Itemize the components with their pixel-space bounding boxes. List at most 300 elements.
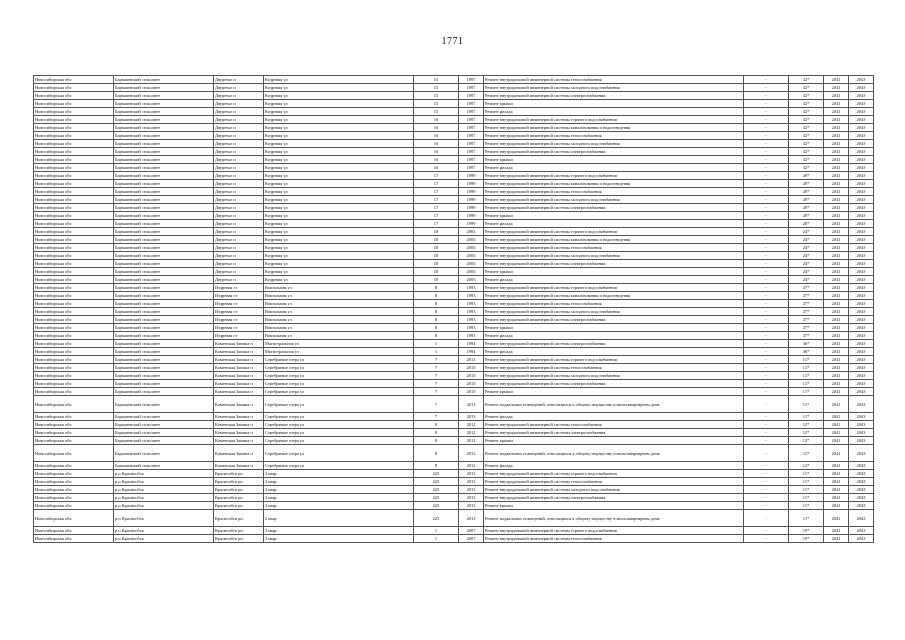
cell-work: Ремонт внутридомовой инженерной системы теплоснабжения <box>484 364 744 372</box>
cell-plan: 11* <box>789 478 824 486</box>
cell-note: - <box>744 421 789 429</box>
cell-settlement: Издревая ст <box>214 284 264 292</box>
cell-note: - <box>744 396 789 413</box>
cell-plan: 28* <box>789 188 824 196</box>
cell-note: - <box>744 486 789 494</box>
capital-repair-table <box>33 75 874 543</box>
cell-settlement: Краснообск рп <box>214 510 264 527</box>
cell-plan: 11* <box>789 486 824 494</box>
cell-street: Кедровая ул <box>264 148 414 156</box>
cell-year: 2003 <box>459 268 484 276</box>
cell-plan: 28* <box>789 212 824 220</box>
table-row <box>34 527 874 535</box>
table-row <box>34 188 874 196</box>
cell-street: Кедровая ул <box>264 196 414 204</box>
cell-work: Ремонт внутридомовой инженерной системы холодного водоснабжения <box>484 486 744 494</box>
cell-house: 8 <box>414 421 459 429</box>
cell-house: 8 <box>414 429 459 437</box>
cell-street: 2 квар <box>264 470 414 478</box>
cell-plan: 37* <box>789 324 824 332</box>
cell-to: 2043 <box>849 164 874 172</box>
cell-year: 2013 <box>459 510 484 527</box>
cell-region: Новосибирская обл. <box>34 462 114 470</box>
cell-note: - <box>744 188 789 196</box>
cell-year: 2003 <box>459 244 484 252</box>
cell-year: 2013 <box>459 372 484 380</box>
cell-year: 1999 <box>459 172 484 180</box>
cell-work: Ремонт внутридомовой инженерной системы горячего водоснабжения <box>484 284 744 292</box>
cell-note: - <box>744 132 789 140</box>
cell-note: - <box>744 510 789 527</box>
table-row <box>34 462 874 470</box>
cell-settlement: Каменская Заимка п <box>214 437 264 445</box>
cell-to: 2043 <box>849 92 874 100</box>
cell-house: 7 <box>414 396 459 413</box>
cell-settlement: Краснообск рп <box>214 486 264 494</box>
cell-settlement: Двуречье п <box>214 212 264 220</box>
cell-from: 2041 <box>824 470 849 478</box>
cell-house: 8 <box>414 332 459 340</box>
cell-from: 2041 <box>824 180 849 188</box>
cell-plan: 37* <box>789 284 824 292</box>
cell-year: 1997 <box>459 84 484 92</box>
cell-settlement: Каменская Заимка п <box>214 364 264 372</box>
cell-settlement: Краснообск рп <box>214 502 264 510</box>
cell-to: 2043 <box>849 212 874 220</box>
cell-street: Кедровая ул <box>264 108 414 116</box>
table-row <box>34 156 874 164</box>
cell-to: 2043 <box>849 372 874 380</box>
cell-region: Новосибирская обл. <box>34 212 114 220</box>
cell-region: Новосибирская обл. <box>34 124 114 132</box>
cell-from: 2041 <box>824 236 849 244</box>
table-row <box>34 244 874 252</box>
cell-plan: 11* <box>789 502 824 510</box>
cell-plan: 28* <box>789 180 824 188</box>
cell-street: Вокзальная ул <box>264 332 414 340</box>
cell-note: - <box>744 292 789 300</box>
cell-year: 1993 <box>459 308 484 316</box>
cell-note: - <box>744 276 789 284</box>
cell-plan: 28* <box>789 204 824 212</box>
cell-settlement: Каменская Заимка п <box>214 388 264 396</box>
cell-street: Кедровая ул <box>264 204 414 212</box>
cell-year: 2013 <box>459 494 484 502</box>
cell-from: 2041 <box>824 164 849 172</box>
cell-district: Барышевский сельсовет <box>114 164 214 172</box>
cell-region: Новосибирская обл. <box>34 388 114 396</box>
cell-region: Новосибирская обл. <box>34 284 114 292</box>
cell-house: 8 <box>414 462 459 470</box>
cell-from: 2041 <box>824 84 849 92</box>
cell-from: 2041 <box>824 388 849 396</box>
cell-street: Кедровая ул <box>264 92 414 100</box>
cell-work: Ремонт фасада <box>484 108 744 116</box>
cell-district: Барышевский сельсовет <box>114 308 214 316</box>
cell-year: 1997 <box>459 164 484 172</box>
cell-from: 2041 <box>824 268 849 276</box>
cell-plan: 11* <box>789 413 824 421</box>
cell-note: - <box>744 260 789 268</box>
cell-year: 2003 <box>459 252 484 260</box>
table-row <box>34 316 874 324</box>
cell-note: - <box>744 140 789 148</box>
cell-house: 17 <box>414 220 459 228</box>
cell-settlement: Двуречье п <box>214 244 264 252</box>
cell-work: Ремонт внутридомовой инженерной системы холодного водоснабжения <box>484 372 744 380</box>
cell-district: Барышевский сельсовет <box>114 462 214 470</box>
cell-house: 18 <box>414 244 459 252</box>
cell-region: Новосибирская обл. <box>34 108 114 116</box>
cell-plan: 24* <box>789 228 824 236</box>
cell-work: Ремонт внутридомовой инженерной системы электроснабжения <box>484 380 744 388</box>
cell-region: Новосибирская обл. <box>34 429 114 437</box>
cell-work: Ремонт внутридомовой инженерной системы электроснабжения <box>484 340 744 348</box>
table-row <box>34 356 874 364</box>
page-number: 1771 <box>441 36 464 47</box>
cell-from: 2041 <box>824 292 849 300</box>
cell-street: 2 квар <box>264 478 414 486</box>
cell-district: Барышевский сельсовет <box>114 116 214 124</box>
cell-street: 2 квар <box>264 510 414 527</box>
cell-from: 2041 <box>824 332 849 340</box>
cell-street: Кедровая ул <box>264 252 414 260</box>
cell-region: Новосибирская обл. <box>34 445 114 462</box>
cell-street: 2 квар <box>264 494 414 502</box>
cell-street: Магистральная ул <box>264 340 414 348</box>
cell-year: 1997 <box>459 140 484 148</box>
cell-to: 2043 <box>849 470 874 478</box>
cell-to: 2043 <box>849 502 874 510</box>
cell-to: 2043 <box>849 260 874 268</box>
cell-house: 18 <box>414 252 459 260</box>
cell-note: - <box>744 494 789 502</box>
table-row <box>34 212 874 220</box>
cell-note: - <box>744 124 789 132</box>
cell-district: Барышевский сельсовет <box>114 196 214 204</box>
cell-plan: 32* <box>789 140 824 148</box>
cell-to: 2043 <box>849 124 874 132</box>
cell-street: Кедровая ул <box>264 172 414 180</box>
cell-to: 2043 <box>849 204 874 212</box>
cell-plan: 37* <box>789 332 824 340</box>
cell-settlement: Двуречье п <box>214 188 264 196</box>
cell-street: Кедровая ул <box>264 228 414 236</box>
cell-year: 2013 <box>459 413 484 421</box>
cell-plan: 19* <box>789 535 824 543</box>
cell-settlement: Каменская Заимка п <box>214 445 264 462</box>
cell-to: 2043 <box>849 108 874 116</box>
cell-district: Барышевский сельсовет <box>114 180 214 188</box>
cell-plan: 11* <box>789 494 824 502</box>
cell-house: 8 <box>414 324 459 332</box>
cell-note: - <box>744 388 789 396</box>
cell-region: Новосибирская обл. <box>34 228 114 236</box>
cell-note: - <box>744 502 789 510</box>
cell-district: Барышевский сельсовет <box>114 260 214 268</box>
table-row <box>34 228 874 236</box>
table-body <box>34 76 874 543</box>
cell-settlement: Двуречье п <box>214 196 264 204</box>
cell-note: - <box>744 252 789 260</box>
cell-settlement: Двуречье п <box>214 132 264 140</box>
cell-district: Барышевский сельсовет <box>114 316 214 324</box>
cell-district: Барышевский сельсовет <box>114 372 214 380</box>
cell-to: 2043 <box>849 396 874 413</box>
cell-note: - <box>744 220 789 228</box>
cell-from: 2041 <box>824 228 849 236</box>
cell-from: 2041 <box>824 284 849 292</box>
cell-street: Вокзальная ул <box>264 292 414 300</box>
cell-work: Ремонт крыши <box>484 388 744 396</box>
cell-settlement: Двуречье п <box>214 140 264 148</box>
cell-note: - <box>744 172 789 180</box>
cell-settlement: Двуречье п <box>214 276 264 284</box>
cell-region: Новосибирская обл. <box>34 437 114 445</box>
cell-plan: 11* <box>789 510 824 527</box>
cell-work: Ремонт внутридомовой инженерной системы канализования и водоотведения <box>484 292 744 300</box>
cell-house: 18 <box>414 236 459 244</box>
cell-from: 2041 <box>824 108 849 116</box>
cell-settlement: Каменская Заимка п <box>214 421 264 429</box>
cell-to: 2043 <box>849 445 874 462</box>
cell-settlement: Двуречье п <box>214 228 264 236</box>
cell-plan: 11* <box>789 364 824 372</box>
table-row <box>34 108 874 116</box>
cell-street: Кедровая ул <box>264 100 414 108</box>
cell-district: Барышевский сельсовет <box>114 429 214 437</box>
cell-street: Кедровая ул <box>264 244 414 252</box>
cell-district: Барышевский сельсовет <box>114 228 214 236</box>
table-row <box>34 470 874 478</box>
table-row <box>34 196 874 204</box>
cell-note: - <box>744 332 789 340</box>
cell-plan: 28* <box>789 220 824 228</box>
cell-street: Серебряные озера ул <box>264 445 414 462</box>
cell-district: Барышевский сельсовет <box>114 140 214 148</box>
cell-region: Новосибирская обл. <box>34 84 114 92</box>
cell-settlement: Краснообск рп <box>214 535 264 543</box>
cell-work: Ремонт внутридомовой инженерной системы электроснабжения <box>484 316 744 324</box>
cell-street: Вокзальная ул <box>264 284 414 292</box>
cell-house: 8 <box>414 300 459 308</box>
cell-street: Кедровая ул <box>264 156 414 164</box>
cell-street: Серебряные озера ул <box>264 356 414 364</box>
cell-house: 7 <box>414 356 459 364</box>
cell-house: 8 <box>414 292 459 300</box>
cell-region: Новосибирская обл. <box>34 527 114 535</box>
cell-from: 2041 <box>824 356 849 364</box>
cell-to: 2043 <box>849 527 874 535</box>
cell-to: 2043 <box>849 244 874 252</box>
cell-street: 2 квар <box>264 486 414 494</box>
cell-year: 1999 <box>459 204 484 212</box>
cell-to: 2043 <box>849 348 874 356</box>
cell-note: - <box>744 437 789 445</box>
cell-to: 2043 <box>849 494 874 502</box>
cell-to: 2043 <box>849 188 874 196</box>
cell-note: - <box>744 204 789 212</box>
cell-district: Барышевский сельсовет <box>114 84 214 92</box>
table-row <box>34 300 874 308</box>
cell-street: Вокзальная ул <box>264 324 414 332</box>
cell-district: р.п Краснообск <box>114 478 214 486</box>
cell-street: Серебряные озера ул <box>264 437 414 445</box>
cell-note: - <box>744 364 789 372</box>
cell-note: - <box>744 180 789 188</box>
cell-from: 2041 <box>824 364 849 372</box>
cell-work: Ремонт внутридомовой инженерной системы холодного водоснабжения <box>484 140 744 148</box>
cell-plan: 37* <box>789 316 824 324</box>
cell-district: Барышевский сельсовет <box>114 220 214 228</box>
cell-work: Ремонт внутридомовой инженерной системы теплоснабжения <box>484 188 744 196</box>
table-row <box>34 76 874 84</box>
cell-street: Кедровая ул <box>264 268 414 276</box>
cell-street: Кедровая ул <box>264 84 414 92</box>
cell-year: 2013 <box>459 502 484 510</box>
cell-year: 2012 <box>459 437 484 445</box>
cell-year: 2007 <box>459 535 484 543</box>
cell-region: Новосибирская обл. <box>34 156 114 164</box>
cell-work: Ремонт фасада <box>484 276 744 284</box>
cell-street: Серебряные озера ул <box>264 380 414 388</box>
cell-from: 2041 <box>824 188 849 196</box>
cell-to: 2043 <box>849 486 874 494</box>
cell-note: - <box>744 470 789 478</box>
cell-house: 7 <box>414 372 459 380</box>
cell-region: Новосибирская обл. <box>34 132 114 140</box>
cell-plan: 32* <box>789 100 824 108</box>
table-row <box>34 429 874 437</box>
cell-street: Вокзальная ул <box>264 300 414 308</box>
cell-plan: 12* <box>789 462 824 470</box>
cell-to: 2043 <box>849 535 874 543</box>
cell-from: 2041 <box>824 413 849 421</box>
table-row <box>34 236 874 244</box>
cell-region: Новосибирская обл. <box>34 421 114 429</box>
cell-district: р.п Краснообск <box>114 494 214 502</box>
table-row <box>34 413 874 421</box>
cell-work: Ремонт внутридомовой инженерной системы горячего водоснабжения <box>484 228 744 236</box>
cell-from: 2041 <box>824 100 849 108</box>
table-row <box>34 84 874 92</box>
cell-to: 2043 <box>849 284 874 292</box>
cell-note: - <box>744 316 789 324</box>
cell-plan: 12* <box>789 445 824 462</box>
cell-street: Серебряные озера ул <box>264 413 414 421</box>
table-row <box>34 260 874 268</box>
cell-work: Ремонт фасада <box>484 413 744 421</box>
cell-work: Ремонт крыши <box>484 437 744 445</box>
cell-settlement: Двуречье п <box>214 204 264 212</box>
cell-house: 16 <box>414 124 459 132</box>
table-row <box>34 276 874 284</box>
cell-district: Барышевский сельсовет <box>114 236 214 244</box>
cell-from: 2041 <box>824 445 849 462</box>
cell-from: 2041 <box>824 421 849 429</box>
cell-house: 16 <box>414 156 459 164</box>
cell-work: Ремонт внутридомовой инженерной системы теплоснабжения <box>484 535 744 543</box>
cell-from: 2041 <box>824 502 849 510</box>
cell-plan: 36* <box>789 348 824 356</box>
cell-year: 2013 <box>459 478 484 486</box>
cell-year: 2012 <box>459 445 484 462</box>
cell-to: 2043 <box>849 316 874 324</box>
cell-district: р.п Краснообск <box>114 510 214 527</box>
cell-from: 2041 <box>824 140 849 148</box>
cell-to: 2043 <box>849 116 874 124</box>
table-row <box>34 308 874 316</box>
cell-to: 2043 <box>849 413 874 421</box>
cell-district: Барышевский сельсовет <box>114 100 214 108</box>
cell-plan: 11* <box>789 388 824 396</box>
cell-house: 1 <box>414 340 459 348</box>
cell-house: 1 <box>414 527 459 535</box>
cell-plan: 37* <box>789 292 824 300</box>
cell-house: 15 <box>414 100 459 108</box>
cell-from: 2041 <box>824 324 849 332</box>
cell-region: Новосибирская обл. <box>34 148 114 156</box>
cell-settlement: Издревая ст <box>214 332 264 340</box>
cell-district: Барышевский сельсовет <box>114 284 214 292</box>
cell-work: Ремонт фасада <box>484 462 744 470</box>
cell-region: Новосибирская обл. <box>34 535 114 543</box>
cell-from: 2041 <box>824 276 849 284</box>
cell-to: 2043 <box>849 84 874 92</box>
cell-to: 2043 <box>849 308 874 316</box>
cell-settlement: Двуречье п <box>214 148 264 156</box>
cell-note: - <box>744 348 789 356</box>
cell-street: Кедровая ул <box>264 124 414 132</box>
cell-house: 225 <box>414 470 459 478</box>
cell-work: Ремонт внутридомовой инженерной системы канализования и водоотведения <box>484 180 744 188</box>
cell-from: 2041 <box>824 212 849 220</box>
cell-note: - <box>744 300 789 308</box>
cell-settlement: Краснообск рп <box>214 478 264 486</box>
cell-year: 2013 <box>459 380 484 388</box>
cell-year: 1997 <box>459 124 484 132</box>
cell-year: 1999 <box>459 188 484 196</box>
cell-district: Барышевский сельсовет <box>114 108 214 116</box>
cell-year: 1997 <box>459 92 484 100</box>
cell-house: 16 <box>414 140 459 148</box>
cell-settlement: Издревая ст <box>214 324 264 332</box>
cell-work: Ремонт фасада <box>484 164 744 172</box>
cell-street: Серебряные озера ул <box>264 388 414 396</box>
cell-street: Серебряные озера ул <box>264 364 414 372</box>
cell-street: Кедровая ул <box>264 140 414 148</box>
cell-plan: 32* <box>789 76 824 84</box>
cell-note: - <box>744 380 789 388</box>
cell-year: 2003 <box>459 260 484 268</box>
cell-to: 2043 <box>849 292 874 300</box>
cell-note: - <box>744 100 789 108</box>
cell-from: 2041 <box>824 124 849 132</box>
cell-year: 1997 <box>459 116 484 124</box>
cell-house: 17 <box>414 196 459 204</box>
cell-work: Ремонт внутридомовой инженерной системы электроснабжения <box>484 148 744 156</box>
cell-from: 2041 <box>824 486 849 494</box>
cell-year: 1997 <box>459 100 484 108</box>
cell-from: 2041 <box>824 535 849 543</box>
cell-house: 17 <box>414 180 459 188</box>
cell-district: Барышевский сельсовет <box>114 332 214 340</box>
cell-region: Новосибирская обл. <box>34 244 114 252</box>
cell-region: Новосибирская обл. <box>34 252 114 260</box>
cell-to: 2043 <box>849 380 874 388</box>
cell-house: 8 <box>414 284 459 292</box>
cell-note: - <box>744 148 789 156</box>
